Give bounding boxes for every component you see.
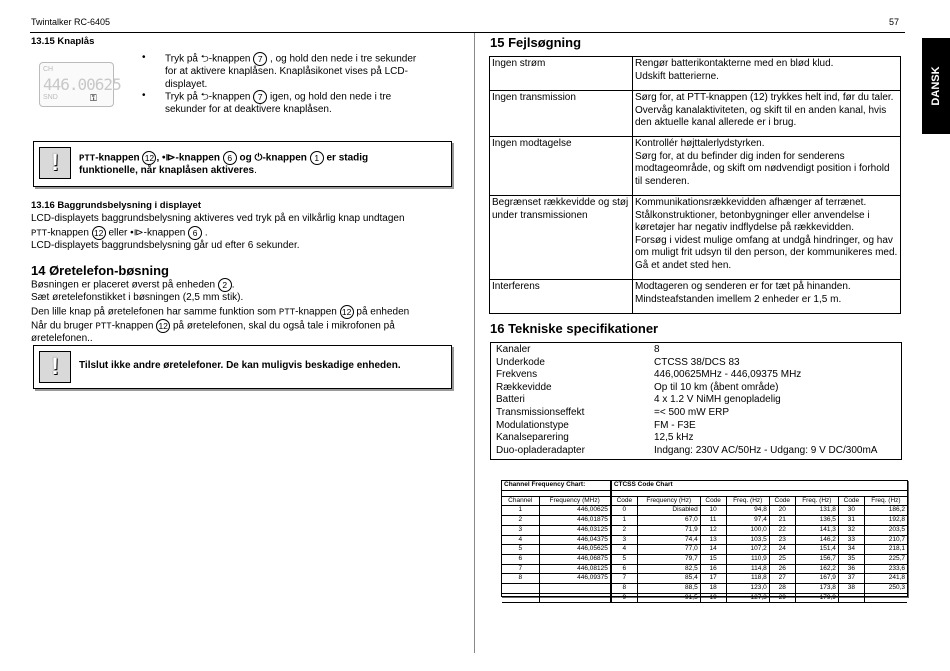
chart-column-header: Channel (502, 496, 539, 506)
chart-cell: 79,7 (637, 554, 700, 564)
chart-row (502, 564, 907, 574)
spec-value: Op til 10 km (åbent område) (654, 381, 779, 393)
chart-cell: 3 (502, 525, 539, 535)
chart-cell: 9 (611, 593, 638, 603)
running-header: Twintalker RC-6405 (31, 17, 111, 27)
chart-cell: 20 (769, 506, 795, 516)
chart-cell: 15 (700, 554, 726, 564)
chart-cell: 8 (502, 574, 539, 584)
chart-cell: 8 (611, 584, 638, 594)
chart-cell: 23 (769, 535, 795, 545)
chart-cell: 7 (502, 564, 539, 574)
chart-column-header: Code (769, 496, 795, 506)
spec-label: Batteri (496, 394, 525, 406)
spec-value: =< 500 mW ERP (654, 406, 730, 418)
warning-icon: ! (39, 147, 71, 179)
frequency-chart: Channel Frequency Chart: CTCSS Code Chart Channel Frequency (MHz) Code Frequency (Hz) Code Freq. (Hz) Code Freq. (Hz) Code Freq. (Hz) 1 446,00625 0 Disabled 10 94,8 20 131,8 30 186,2 2 446,01875 1 67,0 11 97,4 21 136,5 31 192,8 3 446,03125 2 71,9 12 100,0 22 141,3 32 203,5 4 446,04375 3 74,4 13 103,5 23 146,2 33 210,7 5 446,05625 4 77,0 14 107,2 24 151,4 34 218,1 6 446,06875 5 79,7 15 110,9 25 156,7 35 225,7 7 446,08125 6 82,5 16 114,8 26 162,2 36 233,6 8 446,09375 7 85,4 17 118,8 27 167,9 37 241,8 8 88,5 18 123,0 28 173,8 38 250,3 9 91,5 19 127,3 29 179,9 (501, 480, 908, 597)
chart-cell: 4 (611, 545, 638, 555)
chart-column-header: Freq. (Hz) (726, 496, 769, 506)
chart-cell: 136,5 (795, 516, 838, 526)
chart-row (502, 545, 907, 555)
chart-row (502, 584, 907, 594)
chart-cell: 6 (611, 564, 638, 574)
chart-row (502, 516, 907, 526)
chart-cell: 250,3 (864, 584, 907, 594)
chart-cell: 173,8 (795, 584, 838, 594)
specifications-table (490, 342, 902, 460)
lcd-illustration: CH 446.00625 SND ⚿ (39, 62, 114, 107)
chart-column-header: Code (838, 496, 864, 506)
chart-cell: 17 (700, 574, 726, 584)
chart-cell: 114,8 (726, 564, 769, 574)
chart-cell: 13 (700, 535, 726, 545)
chart-cell: 446,03125 (539, 525, 611, 535)
sound-icon: •⧐ (130, 227, 144, 239)
chart-cell: 446,08125 (539, 564, 611, 574)
section-13-16-body: LCD-displayets baggrundsbelysning aktiveres ved tryk på en vilkårlig knap undtagen PTT-knappen 12 eller •⧐-knappen 6 . LCD-displayets baggrundsbelysning går ud efter 6 sekunder. (31, 213, 405, 251)
chart-cell: 25 (769, 554, 795, 564)
chart-cell: 21 (769, 516, 795, 526)
chart-cell: 203,5 (864, 525, 907, 535)
chart-cell: 32 (838, 525, 864, 535)
chart-cell: Disabled (637, 506, 700, 516)
chart-column-header: Code (700, 496, 726, 506)
chart-cell: 11 (700, 516, 726, 526)
chart-cell: 151,4 (795, 545, 838, 555)
chart-row (502, 535, 907, 545)
section-15-title: 15 Fejlsøgning (490, 35, 582, 50)
chart-cell: 446,01875 (539, 516, 611, 526)
spec-label: Transmissionseffekt (496, 406, 585, 418)
chart-cell: 38 (838, 584, 864, 594)
chart-cell: 6 (502, 554, 539, 564)
spec-label: Rækkevidde (496, 381, 552, 393)
chart-cell: 71,9 (637, 525, 700, 535)
chart-cell: 18 (700, 584, 726, 594)
chart-cell (864, 593, 907, 603)
warning-box-2: ! Tilslut ikke andre øretelefoner. De kan muligvis beskadige enheden. (33, 345, 452, 389)
chart-column-header: Code (611, 496, 638, 506)
chart-cell: 131,8 (795, 506, 838, 516)
chart-cell: 7 (611, 574, 638, 584)
chart-cell: 156,7 (795, 554, 838, 564)
spec-value: 446,00625MHz - 446,09375 MHz (654, 369, 802, 381)
chart-cell: 210,7 (864, 535, 907, 545)
chart-cell: 107,2 (726, 545, 769, 555)
language-tab: DANSK (922, 38, 950, 134)
chart-cell: 118,8 (726, 574, 769, 584)
key-icon: ⚿ (90, 93, 97, 103)
chart-cell: 88,5 (637, 584, 700, 594)
chart-cell (838, 593, 864, 603)
chart-cell: 141,3 (795, 525, 838, 535)
chart-cell: 27 (769, 574, 795, 584)
chart-row (502, 525, 907, 535)
chart-cell: 127,3 (726, 593, 769, 603)
chart-cell: 241,8 (864, 574, 907, 584)
section-13-16-title: 13.16 Baggrundsbelysning i displayet (31, 200, 201, 211)
chart-cell: 186,2 (864, 506, 907, 516)
spec-value: 12,5 kHz (654, 432, 694, 444)
chart-cell: 12 (700, 525, 726, 535)
chart-cell: 218,1 (864, 545, 907, 555)
section-13-15-title: 13.15 Knaplås (31, 36, 95, 47)
chart-cell: 28 (769, 584, 795, 594)
warning-icon: ! (39, 351, 71, 383)
chart-header-row (502, 496, 907, 506)
spec-value: 4 x 1.2 V NiMH genopladelig (654, 394, 781, 406)
chart-cell: 82,5 (637, 564, 700, 574)
chart-column-header: Frequency (MHz) (539, 496, 611, 506)
chart-cell: 36 (838, 564, 864, 574)
chart-cell: 91,5 (637, 593, 700, 603)
chart-cell: 1 (611, 516, 638, 526)
chart-cell: 146,2 (795, 535, 838, 545)
chart-cell: 26 (769, 564, 795, 574)
chart-cell: 85,4 (637, 574, 700, 584)
chart-cell (539, 593, 611, 603)
chart-cell: 167,9 (795, 574, 838, 584)
section-14-body: Bøsningen er placeret øverst på enheden 2 . Sæt øretelefonstikket i bøsningen (2,5 mm stik). Den lille knap på øretelefonen har samme funktion som PTT-knappen 12 på enheden Når du bruger PTT-knappen 12 på øretelefonen, skal du også tale i mikrofonen på øretelefonen.. (31, 279, 410, 344)
section-16-title: 16 Tekniske specifikationer (490, 321, 659, 336)
spec-label: Duo-opladeradapter (496, 444, 585, 456)
spec-value: FM - F3E (654, 419, 696, 431)
chart-cell: 14 (700, 545, 726, 555)
spec-label: Modulationstype (496, 419, 569, 431)
chart-cell: 74,4 (637, 535, 700, 545)
chart-cell: 446,06875 (539, 554, 611, 564)
chart-cell: 3 (611, 535, 638, 545)
chart-cell: 2 (611, 525, 638, 535)
spec-value: Indgang: 230V AC/50Hz - Udgang: 9 V DC/300mA (654, 444, 878, 456)
chart-cell: 29 (769, 593, 795, 603)
troubleshooting-table: Ingen strøm Rengør batterikontakterne med en blød klud. Udskift batterierne. Ingen transmission Sørg for, at PTT-knappen (12) trykkes helt ind, før du taler. Overvåg kanalaktiviteten, og skift til en anden kanal, hvis den aktuelle kanal allerede er i brug. Ingen modtagelse Kontrollér højttalerlydstyrken. Sørg for, at du befinder dig inden for senderens modtageområde, og skift om nødvendigt position i forhold til senderen. Begrænset rækkevidde og støj under transmissionen Kommunikationsrækkevidden afhænger af terrænet. Stålkonstruktioner, betonbygninger eller anvendelse i køretøjer har negativ indflydelse på rækkevidden. Forsøg i videst mulige omfang at undgå hindringer, og hav om muligt frit udsyn til den person, der kommunikeres med. Gå et andet sted hen. Interferens Modtageren og senderen er for tæt på hinanden. Mindsteafstanden imellem 2 enheder er 1,5 m. (489, 56, 901, 314)
chart-cell: 5 (611, 554, 638, 564)
chart-cell: 37 (838, 574, 864, 584)
bullet-1: Tryk på ⮌-knappen 7 , og hold den nede i tre sekunder for at aktivere knaplåsen. Knaplåsikonet vises på LCD- displayet. (165, 53, 417, 90)
chart-cell: 123,0 (726, 584, 769, 594)
chart-cell: 10 (700, 506, 726, 516)
sound-icon: •⧐ (162, 152, 176, 164)
chart-cell: 33 (838, 535, 864, 545)
chart-cell: 225,7 (864, 554, 907, 564)
chart-cell: 100,0 (726, 525, 769, 535)
chart-cell: 233,6 (864, 564, 907, 574)
chart-cell: 0 (611, 506, 638, 516)
chart-cell: 1 (502, 506, 539, 516)
chart-cell: 16 (700, 564, 726, 574)
chart-cell: 446,00625 (539, 506, 611, 516)
chart-cell: 192,8 (864, 516, 907, 526)
spec-label: Frekvens (496, 369, 538, 381)
spec-label: Underkode (496, 356, 545, 368)
chart-cell: 179,9 (795, 593, 838, 603)
chart-cell: 35 (838, 554, 864, 564)
arrow-key-icon: ⮌ (200, 53, 209, 65)
chart-cell: 31 (838, 516, 864, 526)
warning-box-1: ! PTT-knappen 12 , •⧐-knappen 6 og ⏻-knappen 1 er stadig funktionelle, når knaplåsen aktiveres. (33, 141, 452, 187)
spec-label: Kanalseparering (496, 432, 569, 444)
column-divider (474, 33, 475, 653)
chart-column-header: Freq. (Hz) (795, 496, 838, 506)
header-rule (30, 32, 905, 33)
bullet-2: Tryk på ⮌-knappen 7 igen, og hold den nede i tre sekunder for at deaktivere knaplåsen. (165, 91, 392, 116)
chart-cell: 4 (502, 535, 539, 545)
chart-cell (539, 584, 611, 594)
power-icon: ⏻ (254, 152, 263, 164)
chart-cell: 446,05625 (539, 545, 611, 555)
chart-cell (502, 584, 539, 594)
chart-cell: 103,5 (726, 535, 769, 545)
chart-cell: 19 (700, 593, 726, 603)
chart-row (502, 554, 907, 564)
chart-cell: 22 (769, 525, 795, 535)
chart-cell: 77,0 (637, 545, 700, 555)
chart-cell (502, 593, 539, 603)
chart-cell: 110,9 (726, 554, 769, 564)
arrow-key-icon: ⮌ (200, 91, 209, 103)
chart-cell: 30 (838, 506, 864, 516)
chart-row (502, 593, 907, 603)
chart-cell: 446,09375 (539, 574, 611, 584)
chart-cell: 97,4 (726, 516, 769, 526)
spec-label: Kanaler (496, 344, 531, 355)
chart-cell: 34 (838, 545, 864, 555)
chart-cell: 94,8 (726, 506, 769, 516)
chart-cell: 446,04375 (539, 535, 611, 545)
spec-value: 8 (654, 344, 660, 355)
chart-row (502, 506, 907, 516)
section-14-title: 14 Øretelefon-bøsning (31, 263, 169, 278)
chart-cell: 2 (502, 516, 539, 526)
spec-value: CTCSS 38/DCS 83 (654, 356, 740, 368)
chart-column-header: Frequency (Hz) (637, 496, 700, 506)
chart-cell: 67,0 (637, 516, 700, 526)
chart-row (502, 574, 907, 584)
page-number: 57 (889, 17, 900, 27)
chart-cell: 162,2 (795, 564, 838, 574)
chart-column-header: Freq. (Hz) (864, 496, 907, 506)
chart-cell: 5 (502, 545, 539, 555)
chart-cell: 24 (769, 545, 795, 555)
